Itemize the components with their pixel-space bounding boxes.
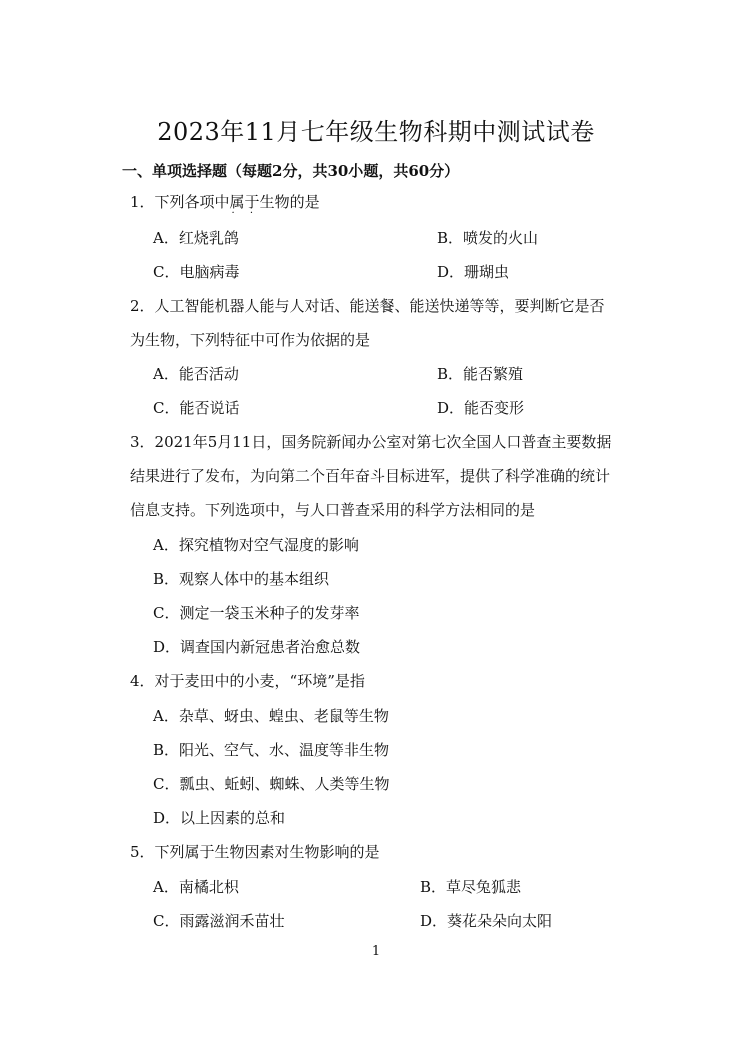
question-4-option-a: A．杂草、蚜虫、蝗虫、老鼠等生物 bbox=[153, 707, 389, 725]
question-3-option-b: B．观察人体中的基本组织 bbox=[153, 570, 330, 588]
question-5-stem: 5．下列属于生物因素对生物影响的是 bbox=[130, 843, 380, 861]
question-3-option-d: D．调查国内新冠患者治愈总数 bbox=[153, 638, 361, 656]
question-1-option-c: C．电脑病毒 bbox=[153, 263, 240, 281]
question-4-option-b: B．阳光、空气、水、温度等非生物 bbox=[153, 741, 390, 759]
question-1-option-b: B．喷发的火山 bbox=[437, 229, 539, 247]
question-2-option-b: B．能否繁殖 bbox=[437, 365, 524, 383]
question-1-stem-post: 生物的是 bbox=[259, 193, 320, 211]
section-heading: 一、单项选择题（每题2分，共30小题，共60分） bbox=[122, 162, 460, 180]
question-1-emphasis: 属于 · · bbox=[230, 193, 260, 211]
question-2-stem-line-1: 2．人工智能机器人能与人对话、能送餐、能送快递等等，要判断它是否 bbox=[130, 297, 605, 315]
question-3-stem-line-3: 信息支持。下列选项中，与人口普查采用的科学方法相同的是 bbox=[130, 501, 536, 519]
question-5-option-c: C．雨露滋润禾苗壮 bbox=[153, 912, 285, 930]
question-3-option-a: A．探究植物对空气湿度的影响 bbox=[153, 536, 359, 554]
question-3-stem-line-2: 结果进行了发布，为向第二个百年奋斗目标进军，提供了科学准确的统计 bbox=[130, 467, 611, 485]
exam-title: 2023年11月七年级生物科期中测试试卷 bbox=[157, 118, 595, 146]
question-3-option-c: C．测定一袋玉米种子的发芽率 bbox=[153, 604, 360, 622]
question-1-stem-pre: 1．下列各项中 bbox=[130, 193, 230, 211]
question-2-option-a: A．能否活动 bbox=[153, 365, 239, 383]
question-5-option-b: B．草尽兔狐悲 bbox=[420, 878, 522, 896]
question-1-option-d: D．珊瑚虫 bbox=[437, 263, 510, 281]
question-1-option-a: A．红烧乳鸽 bbox=[153, 229, 239, 247]
page-number: 1 bbox=[371, 944, 381, 959]
question-2-option-d: D．能否变形 bbox=[437, 399, 525, 417]
question-4-option-d: D．以上因素的总和 bbox=[153, 809, 286, 827]
question-5-option-a: A．南橘北枳 bbox=[153, 878, 239, 896]
question-4-stem: 4．对于麦田中的小麦，“环境”是指 bbox=[130, 672, 365, 690]
question-3-stem-line-1: 3．2021年5月11日，国务院新闻办公室对第七次全国人口普查主要数据 bbox=[130, 433, 612, 451]
question-5-option-d: D．葵花朵朵向太阳 bbox=[420, 912, 553, 930]
question-2-option-c: C．能否说话 bbox=[153, 399, 240, 417]
question-4-option-c: C．瓢虫、蚯蚓、蜘蛛、人类等生物 bbox=[153, 775, 390, 793]
question-1-stem bbox=[130, 191, 320, 212]
question-2-stem-line-2: 为生物，下列特征中可作为依据的是 bbox=[130, 331, 371, 349]
